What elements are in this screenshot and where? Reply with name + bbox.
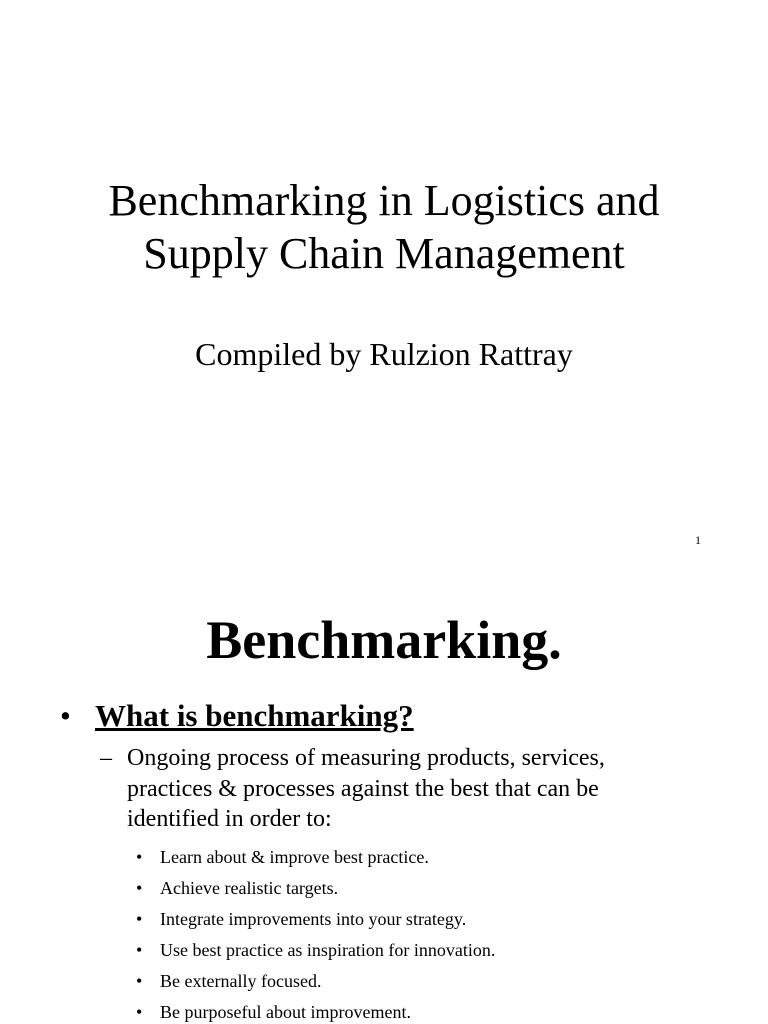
bullet-icon: • [136,971,143,991]
bullet-icon: • [136,847,143,867]
benchmarking-slide [0,576,768,1024]
dash-icon: – [100,745,112,771]
list-item [136,935,495,966]
list-item-text: Use best practice as inspiration for innovation. [160,940,496,960]
list-item [136,873,495,904]
definition-text: Ongoing process of measuring products, services, practices & processes against the best that can be identified in order to: [127,745,605,832]
bullet-icon: • [136,1002,143,1022]
bullet-icon: • [60,698,71,733]
list-item-text: Be purposeful about improvement. [160,1002,411,1022]
definition-item [100,743,660,835]
benefits-list [136,842,495,1024]
slide-title-line-2: Supply Chain Management [143,229,625,278]
slide-title-line-1: Benchmarking in Logistics and [108,176,660,225]
list-item-text: Achieve realistic targets. [160,878,339,898]
list-item [136,904,495,935]
bullet-icon: • [136,909,143,929]
list-item-text: Be externally focused. [160,971,322,991]
bullet-icon: • [136,940,143,960]
list-item [136,966,495,997]
bullet-what-is-benchmarking [60,696,414,736]
question-text: What is benchmarking? [95,698,414,733]
bullet-icon: • [136,878,143,898]
list-item-text: Integrate improvements into your strategy. [160,909,467,929]
list-item [136,842,495,873]
slide-number: 1 [695,533,701,547]
author-subtitle: Compiled by Rulzion Rattray [195,336,573,372]
slide-heading: Benchmarking. [206,610,562,670]
list-item-text: Learn about & improve best practice. [160,847,429,867]
list-item [136,997,495,1024]
slide-title [0,174,768,280]
